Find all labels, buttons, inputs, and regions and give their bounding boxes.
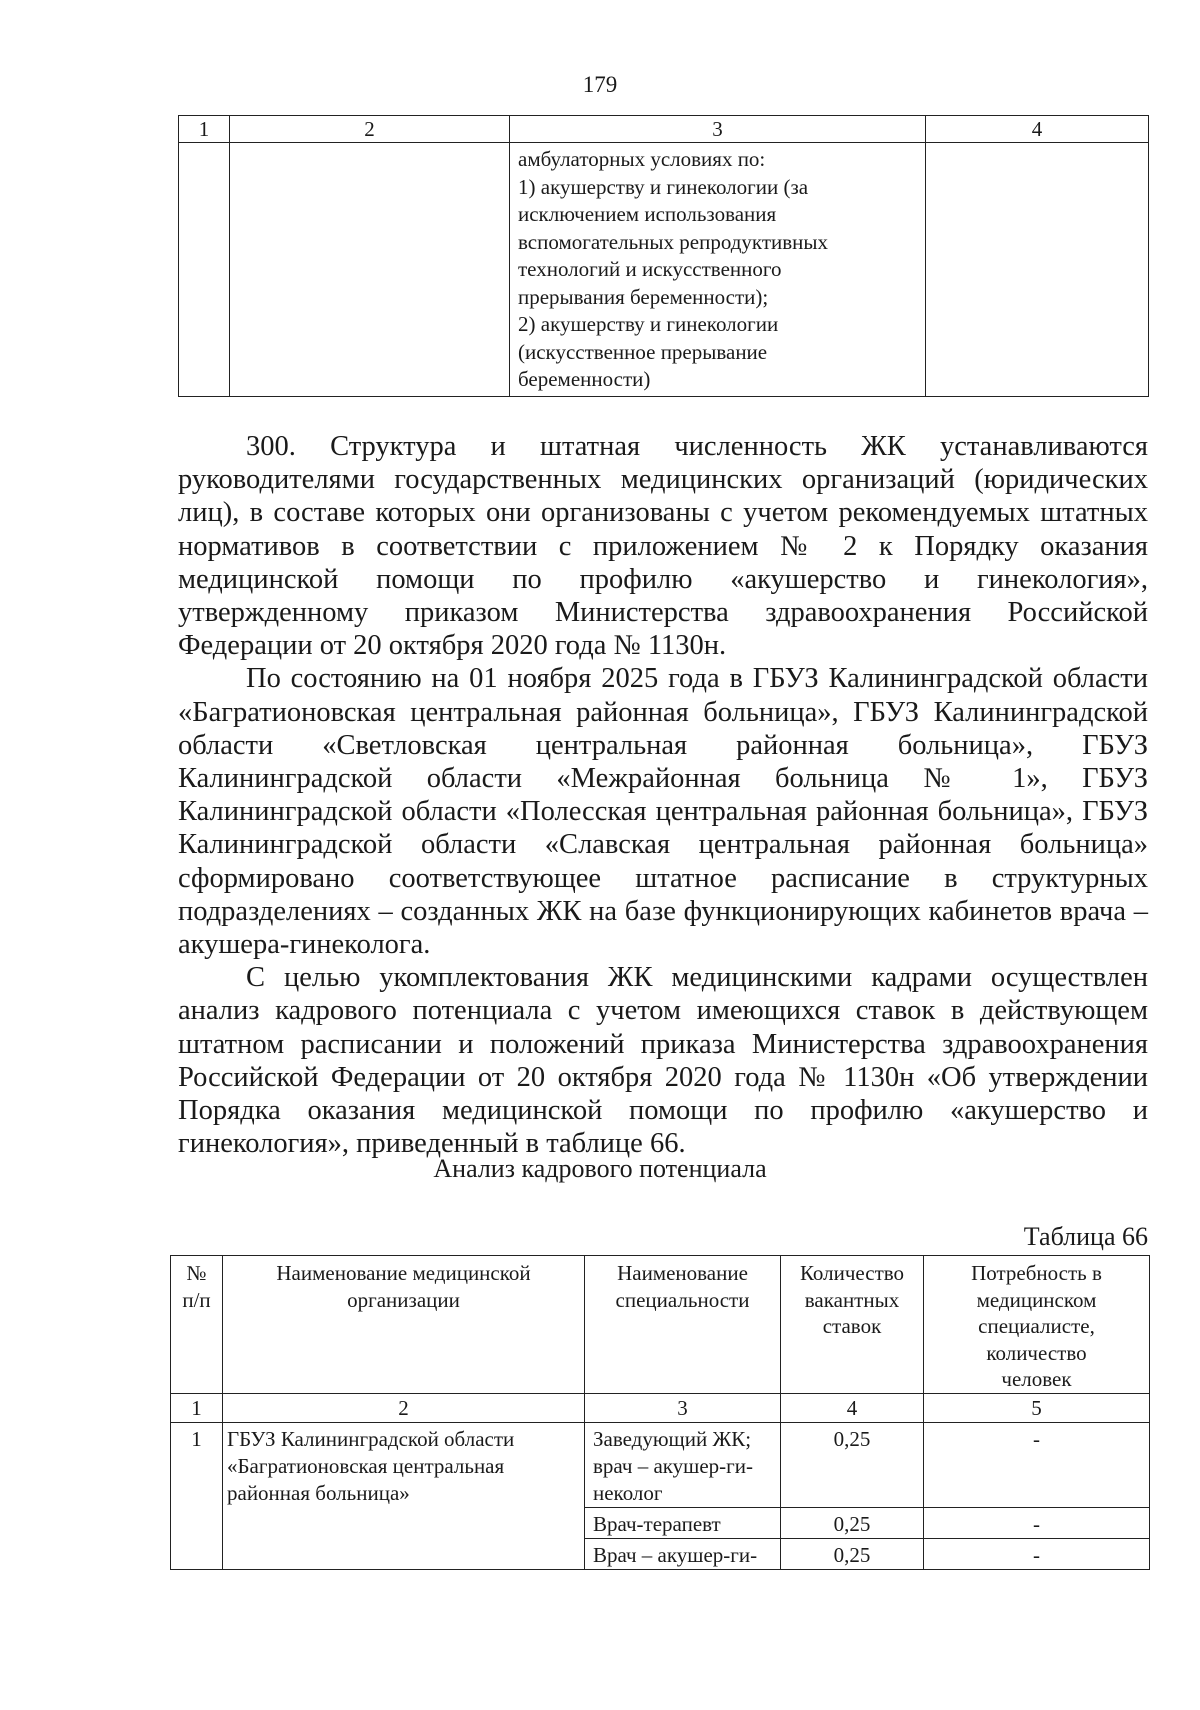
paragraph-300: 300. Структура и штатная численность ЖК устанавливаются руководителями государственных медицинских организаций (юридических лиц), в составе которых они организованы с учетом рекомендуемых штатных нормативов в соответствии с приложением № 2 к Порядку оказания медицинской помощи по профилю «акушерство и гинекология», утвержденному приказом Министерства здравоохранения Российской Федерации от 20 октября 2020 года № 1130н. (178, 431, 1148, 662)
header-line: п/п (182, 1287, 211, 1312)
column-number-row (171, 1394, 1150, 1423)
cell-line: беременности) (518, 367, 651, 391)
column-number: 5 (924, 1394, 1150, 1423)
cell-line: 1) акушерству и гинекологии (за (518, 174, 809, 199)
org-line: ГБУЗ Калининградской области (227, 1427, 515, 1451)
column-number: 2 (223, 1394, 585, 1423)
header-line: ставок (822, 1314, 882, 1338)
continuation-table-header (179, 116, 1149, 143)
cell-line: исключением использования (518, 202, 777, 226)
empty-cell (179, 143, 230, 397)
header-line: человек (1001, 1367, 1072, 1391)
specialty-line: Заведующий ЖК; (593, 1427, 752, 1451)
header-line: количество (986, 1340, 1087, 1365)
specialty-name (585, 1539, 781, 1570)
specialist-need: - (924, 1539, 1150, 1570)
specialist-need: - (924, 1423, 1150, 1508)
vacant-positions: 0,25 (781, 1539, 924, 1570)
header-cell: 2 (230, 116, 510, 143)
care-conditions-cell (510, 143, 926, 397)
header-line: специальности (615, 1287, 750, 1312)
cell-line: (искусственное прерывание (518, 339, 768, 364)
staff-analysis-table (170, 1255, 1150, 1570)
header-line: вакантных (804, 1287, 900, 1312)
header-line: организации (347, 1287, 460, 1312)
header-line: специалисте, (978, 1314, 1095, 1338)
empty-cell (926, 143, 1149, 397)
empty-cell (230, 143, 510, 397)
specialist-need: - (924, 1508, 1150, 1539)
column-number: 4 (781, 1394, 924, 1423)
continuation-table (178, 115, 1149, 397)
header-specialty (585, 1256, 781, 1394)
header-cell: 3 (510, 116, 926, 143)
header-number (171, 1256, 223, 1394)
header-line: Наименование (617, 1261, 748, 1285)
header-line: Потребность в (971, 1261, 1102, 1285)
cell-line: вспомогательных репродуктивных (518, 229, 829, 254)
cell-line: прерывания беременности); (518, 284, 769, 309)
org-line: «Багратионовская центральная (227, 1454, 505, 1478)
column-number: 3 (585, 1394, 781, 1423)
specialty-line: врач – акушер-ги- (593, 1454, 754, 1478)
cell-line: амбулаторных условиях по: (518, 147, 766, 171)
body-text (178, 430, 1148, 1160)
continuation-table-row (179, 143, 1149, 397)
specialty-line: Врач-терапевт (593, 1512, 721, 1536)
specialty-name (585, 1423, 781, 1508)
organization-name (223, 1423, 585, 1570)
header-cell: 4 (926, 116, 1149, 143)
column-number: 1 (171, 1394, 223, 1423)
cell-line: 2) акушерству и гинекологии (518, 312, 779, 336)
table-caption: Таблица 66 (1023, 1222, 1148, 1251)
header-cell: 1 (179, 116, 230, 143)
staff-table-header (171, 1256, 1150, 1394)
header-specialist-need (924, 1256, 1150, 1394)
specialty-name (585, 1508, 781, 1539)
header-organization (223, 1256, 585, 1394)
org-line: районная больница» (227, 1481, 410, 1505)
page-number: 179 (582, 72, 618, 97)
vacant-positions: 0,25 (781, 1423, 924, 1508)
specialty-line: Врач – акушер-ги- (593, 1543, 758, 1567)
paragraph-personnel-analysis: С целью укомплектования ЖК медицинскими кадрами осуществлен анализ кадрового потенциала с учетом имеющихся ставок в действующем штатном расписании и положений приказа Министерства здравоохранения Российской Федерации от 20 октября 2020 года № 1130н «Об утверждении Порядка оказания медицинской помощи по профилю «акушерство и гинекология», приведенный в таблице 66. (178, 962, 1148, 1160)
paragraph-staffing-status: По состоянию на 01 ноября 2025 года в ГБУЗ Калининградской области «Багратионовская центральная районная больница», ГБУЗ Калининградской области «Светловская центральная районная больница», ГБУЗ Калининградской области «Межрайонная больница № 1», ГБУЗ Калининградской области «Полесская центральная районная больница», ГБУЗ Калининградской области «Славская центральная районная больница» сформировано соответствующее штатное расписание в структурных подразделениях – созданных ЖК на базе функционирующих кабинетов врача – акушера-гинеколога. (178, 663, 1148, 961)
header-line: медицинском (976, 1287, 1097, 1312)
vacant-positions: 0,25 (781, 1508, 924, 1539)
table-title: Анализ кадрового потенциала (433, 1154, 767, 1183)
header-line: № (186, 1261, 207, 1285)
header-line: Количество (799, 1261, 905, 1285)
cell-line: технологий и искусственного (518, 257, 782, 281)
table-row (171, 1423, 1150, 1508)
specialty-line: неколог (593, 1481, 663, 1505)
header-vacant-positions (781, 1256, 924, 1394)
row-number: 1 (171, 1423, 223, 1570)
header-line: Наименование медицинской (276, 1261, 531, 1285)
